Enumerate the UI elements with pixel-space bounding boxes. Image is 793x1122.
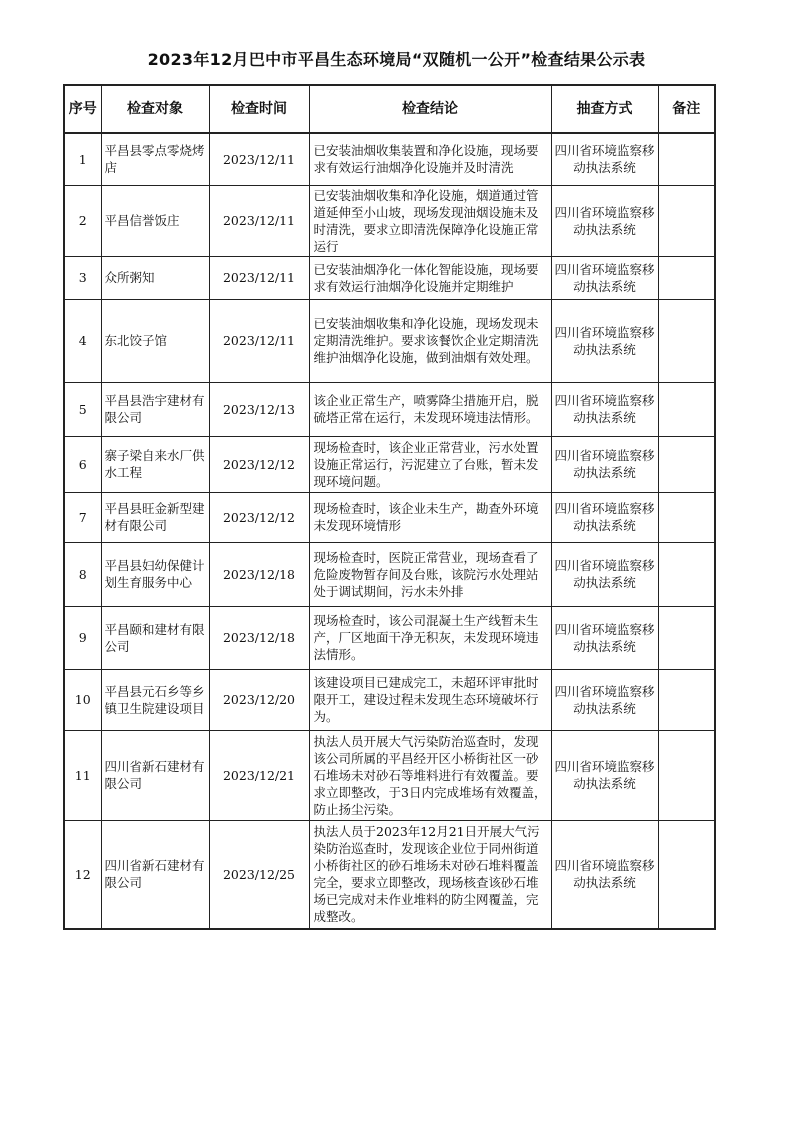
- row-number: 12: [64, 820, 101, 929]
- table-row: [64, 133, 715, 185]
- page-title: 2023年12月巴中市平昌生态环境局“双随机一公开”检查结果公示表: [147, 50, 646, 69]
- table-header-row: [64, 85, 715, 133]
- inspection-target: 平昌县妇幼保健计划生育服务中心: [101, 542, 209, 606]
- table-row: [64, 299, 715, 382]
- note: [658, 730, 715, 820]
- inspection-method: 四川省环境监察移动执法系统: [551, 436, 658, 492]
- inspection-method: 四川省环境监察移动执法系统: [551, 820, 658, 929]
- inspection-date: 2023/12/20: [209, 669, 309, 730]
- inspection-method: 四川省环境监察移动执法系统: [551, 185, 658, 256]
- header-target: 检查对象: [101, 85, 209, 133]
- inspection-method: 四川省环境监察移动执法系统: [551, 542, 658, 606]
- inspection-conclusion: 现场检查时，医院正常营业，现场查看了危险废物暂存间及台账，该院污水处理站处于调试期间，污水未外排: [309, 542, 551, 606]
- inspection-date: 2023/12/25: [209, 820, 309, 929]
- header-date: 检查时间: [209, 85, 309, 133]
- row-number: 7: [64, 492, 101, 542]
- inspection-target: 平昌颐和建材有限公司: [101, 606, 209, 669]
- table-row: [64, 606, 715, 669]
- inspection-conclusion: 现场检查时，该企业未生产，勘查外环境未发现环境情形: [309, 492, 551, 542]
- note: [658, 256, 715, 299]
- inspection-date: 2023/12/11: [209, 256, 309, 299]
- inspection-target: 平昌县旺金新型建材有限公司: [101, 492, 209, 542]
- table-row: [64, 730, 715, 820]
- inspection-conclusion: 已安装油烟收集装置和净化设施，现场要求有效运行油烟净化设施并及时清洗: [309, 133, 551, 185]
- row-number: 1: [64, 133, 101, 185]
- inspection-conclusion: 现场检查时，该公司混凝土生产线暂未生产，厂区地面干净无积灰，未发现环境违法情形。: [309, 606, 551, 669]
- row-number: 8: [64, 542, 101, 606]
- header-no: 序号: [64, 85, 101, 133]
- table-row: [64, 669, 715, 730]
- inspection-target: 众所粥知: [101, 256, 209, 299]
- inspection-results-table: [63, 84, 716, 930]
- note: [658, 669, 715, 730]
- row-number: 3: [64, 256, 101, 299]
- inspection-date: 2023/12/13: [209, 382, 309, 436]
- inspection-conclusion: 执法人员开展大气污染防治巡查时，发现该公司所属的平昌经开区小桥街社区一砂石堆场未对砂石等堆料进行有效覆盖。要求立即整改，于3日内完成堆场有效覆盖，防止扬尘污染。: [309, 730, 551, 820]
- inspection-method: 四川省环境监察移动执法系统: [551, 730, 658, 820]
- table-row: [64, 436, 715, 492]
- note: [658, 185, 715, 256]
- inspection-target: 寨子梁自来水厂供水工程: [101, 436, 209, 492]
- inspection-conclusion: 该企业正常生产，喷雾降尘措施开启，脱硫塔正常在运行，未发现环境违法情形。: [309, 382, 551, 436]
- header-note: 备注: [658, 85, 715, 133]
- inspection-conclusion: 该建设项目已建成完工，未超环评审批时限开工，建设过程未发现生态环境破坏行为。: [309, 669, 551, 730]
- note: [658, 133, 715, 185]
- inspection-method: 四川省环境监察移动执法系统: [551, 133, 658, 185]
- inspection-method: 四川省环境监察移动执法系统: [551, 492, 658, 542]
- note: [658, 436, 715, 492]
- note: [658, 492, 715, 542]
- header-method: 抽查方式: [551, 85, 658, 133]
- inspection-target: 平昌县浩宇建材有限公司: [101, 382, 209, 436]
- inspection-method: 四川省环境监察移动执法系统: [551, 256, 658, 299]
- table-row: [64, 542, 715, 606]
- note: [658, 299, 715, 382]
- table-row: [64, 185, 715, 256]
- inspection-conclusion: 已安装油烟收集和净化设施，烟道通过管道延伸至小山坡，现场发现油烟设施未及时清洗，要求立即清洗保障净化设施正常运行: [309, 185, 551, 256]
- row-number: 10: [64, 669, 101, 730]
- note: [658, 820, 715, 929]
- inspection-date: 2023/12/18: [209, 606, 309, 669]
- inspection-date: 2023/12/11: [209, 133, 309, 185]
- header-conclusion: 检查结论: [309, 85, 551, 133]
- table-row: [64, 492, 715, 542]
- inspection-method: 四川省环境监察移动执法系统: [551, 669, 658, 730]
- inspection-target: 四川省新石建材有限公司: [101, 730, 209, 820]
- inspection-date: 2023/12/12: [209, 436, 309, 492]
- inspection-date: 2023/12/21: [209, 730, 309, 820]
- inspection-conclusion: 执法人员于2023年12月21日开展大气污染防治巡查时，发现该企业位于同州街道小桥街社区的砂石堆场未对砂石堆料覆盖完全，要求立即整改，现场核查该砂石堆场已完成对未作业堆料的防尘网覆盖，完成整改。: [309, 820, 551, 929]
- note: [658, 606, 715, 669]
- inspection-date: 2023/12/12: [209, 492, 309, 542]
- inspection-target: 东北饺子馆: [101, 299, 209, 382]
- inspection-conclusion: 已安装油烟净化一体化智能设施，现场要求有效运行油烟净化设施并定期维护: [309, 256, 551, 299]
- row-number: 5: [64, 382, 101, 436]
- inspection-conclusion: 现场检查时，该企业正常营业，污水处置设施正常运行，污泥建立了台账，暂未发现环境问题。: [309, 436, 551, 492]
- inspection-method: 四川省环境监察移动执法系统: [551, 382, 658, 436]
- note: [658, 382, 715, 436]
- row-number: 2: [64, 185, 101, 256]
- note: [658, 542, 715, 606]
- inspection-conclusion: 已安装油烟收集和净化设施，现场发现未定期清洗维护。要求该餐饮企业定期清洗维护油烟净化设施，做到油烟有效处理。: [309, 299, 551, 382]
- inspection-target: 平昌县零点零烧烤店: [101, 133, 209, 185]
- table-row: [64, 382, 715, 436]
- inspection-target: 平昌县元石乡等乡镇卫生院建设项目: [101, 669, 209, 730]
- inspection-date: 2023/12/11: [209, 185, 309, 256]
- table-row: [64, 256, 715, 299]
- inspection-method: 四川省环境监察移动执法系统: [551, 299, 658, 382]
- inspection-date: 2023/12/18: [209, 542, 309, 606]
- row-number: 9: [64, 606, 101, 669]
- row-number: 6: [64, 436, 101, 492]
- table-row: [64, 820, 715, 929]
- inspection-method: 四川省环境监察移动执法系统: [551, 606, 658, 669]
- row-number: 4: [64, 299, 101, 382]
- inspection-target: 四川省新石建材有限公司: [101, 820, 209, 929]
- inspection-date: 2023/12/11: [209, 299, 309, 382]
- row-number: 11: [64, 730, 101, 820]
- inspection-target: 平昌信誉饭庄: [101, 185, 209, 256]
